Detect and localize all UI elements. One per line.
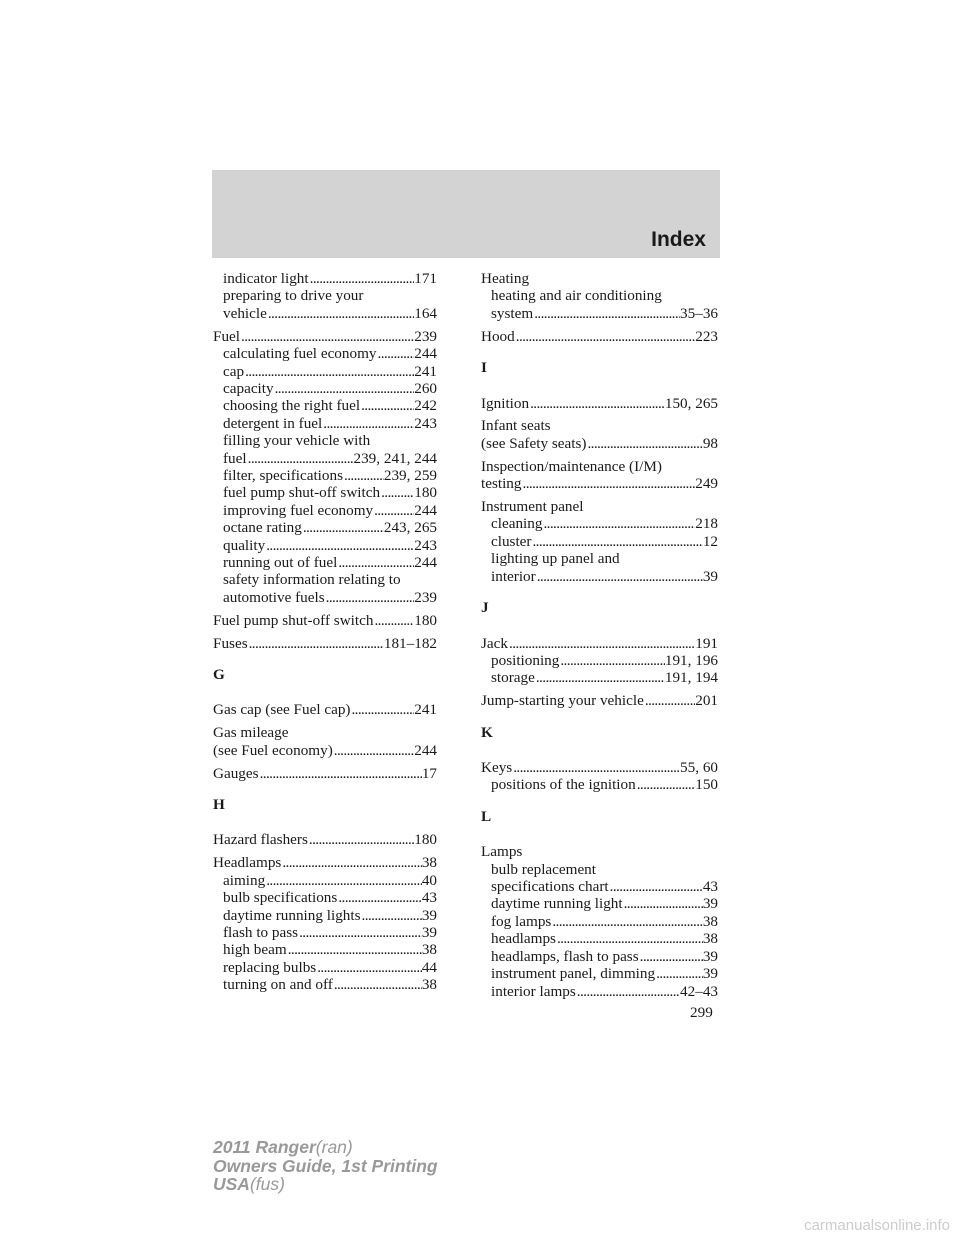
page-reference: 239	[414, 588, 437, 606]
page-reference: 191, 196	[664, 651, 718, 669]
entry-label: aiming	[223, 871, 266, 889]
index-subentry	[213, 976, 437, 993]
entry-label: detergent in fuel	[223, 414, 323, 432]
index-subentry	[213, 345, 437, 362]
entry-label: replacing bulbs	[223, 958, 317, 976]
entry-label: Fuel	[213, 327, 241, 345]
index-main-entry	[213, 724, 437, 741]
index-subentry	[213, 270, 437, 287]
page-reference: 244	[414, 345, 437, 363]
index-main-entry	[213, 854, 437, 871]
page-reference: 180	[414, 484, 437, 502]
entry-label: cap	[223, 362, 245, 380]
index-subentry	[213, 889, 437, 906]
index-letter-heading: L	[481, 807, 492, 825]
entry-label: Gas mileage	[213, 724, 289, 742]
index-subentry	[481, 652, 718, 669]
dot-leader	[556, 930, 703, 947]
page-reference: 191	[695, 634, 718, 652]
entry-label: quality	[223, 536, 266, 554]
entry-label: Hazard flashers	[213, 831, 308, 849]
index-entry	[481, 458, 718, 493]
page-reference: 218	[695, 515, 718, 533]
index-entry	[213, 328, 437, 607]
index-subentry	[213, 537, 437, 554]
dot-leader	[322, 415, 414, 432]
index-main-entry	[481, 759, 718, 776]
dot-leader	[281, 854, 421, 871]
index-subentry	[213, 589, 437, 606]
index-subentry	[213, 502, 437, 519]
dot-leader	[551, 913, 702, 930]
index-entry	[481, 692, 718, 709]
dot-leader	[536, 568, 703, 585]
index-entry	[213, 765, 437, 782]
dot-leader	[337, 554, 414, 571]
entry-label: octane rating	[223, 519, 302, 537]
dot-leader	[373, 502, 414, 519]
index-subentry	[213, 397, 437, 414]
entry-label: Headlamps	[213, 854, 282, 872]
entry-label: Hood	[481, 327, 515, 345]
dot-leader	[508, 635, 695, 652]
page-reference: 239	[414, 327, 437, 345]
dot-leader	[309, 270, 415, 287]
index-subentry	[213, 907, 437, 924]
dot-leader	[586, 435, 702, 452]
dot-leader	[636, 776, 696, 793]
index-subentry	[481, 776, 718, 793]
dot-leader	[240, 328, 414, 345]
index-column-left	[213, 270, 437, 999]
index-subentry	[213, 287, 437, 304]
index-subentry	[481, 965, 718, 982]
dot-leader	[576, 983, 680, 1000]
dot-leader	[531, 533, 702, 550]
page-reference: 243, 265	[383, 519, 437, 537]
page-number: 299	[690, 1004, 713, 1021]
dot-leader	[559, 652, 664, 669]
dot-leader	[333, 742, 414, 759]
index-subentry	[213, 519, 437, 536]
dot-leader	[350, 701, 414, 718]
page-reference: 171	[414, 270, 437, 287]
page-reference: 180	[414, 831, 437, 849]
index-main-entry	[213, 701, 437, 718]
index-entry	[481, 843, 718, 1000]
dot-leader	[287, 941, 422, 958]
entry-label: Ignition	[481, 394, 530, 412]
index-letter-heading: J	[481, 599, 489, 617]
index-subentry	[213, 467, 437, 484]
entry-label: fuel	[223, 449, 247, 467]
index-letter-heading: G	[213, 666, 225, 684]
page-reference: 241	[414, 701, 437, 719]
entry-label: Inspection/maintenance (I/M)	[481, 457, 662, 475]
index-subentry	[481, 550, 718, 567]
dot-leader	[535, 669, 665, 686]
page-reference: 35–36	[680, 304, 718, 322]
page-reference: 223	[695, 327, 718, 345]
index-subentry	[213, 450, 437, 467]
entry-label: Jack	[481, 634, 508, 652]
entry-label: fog lamps	[491, 912, 552, 930]
index-letter-heading: K	[481, 723, 493, 741]
index-subentry	[213, 415, 437, 432]
watermark-link[interactable]: carmanualsonline.info	[804, 1217, 950, 1234]
entry-label: specifications chart	[491, 878, 609, 896]
footer-market: USA	[213, 1174, 250, 1194]
page-reference: 201	[695, 692, 718, 710]
page-reference: 243	[414, 414, 437, 432]
entry-label: cluster	[491, 532, 532, 550]
entry-label: Fuel pump shut-off switch	[213, 611, 374, 629]
page-reference: 98	[702, 434, 718, 452]
index-entry	[213, 831, 437, 848]
entry-label: Instrument panel	[481, 498, 584, 516]
page-reference: 180	[414, 611, 437, 629]
index-subentry	[213, 872, 437, 889]
footer-edition: Owners Guide, 1st Printing	[213, 1155, 438, 1176]
entry-label: heating and air conditioning	[491, 287, 662, 305]
entry-label: cleaning	[491, 515, 543, 533]
page-reference: 39	[702, 567, 718, 585]
page-reference: 38	[421, 941, 437, 959]
index-entry	[481, 759, 718, 794]
index-entry	[213, 635, 437, 652]
page-reference: 244	[414, 501, 437, 519]
page-reference: 181–182	[383, 634, 437, 652]
page-reference: 17	[421, 764, 437, 782]
index-subentry	[481, 287, 718, 304]
page-reference: 150	[695, 776, 718, 794]
dot-leader	[337, 889, 422, 906]
page-reference: 239, 241, 244	[353, 449, 437, 467]
page-reference: 43	[421, 889, 437, 907]
index-subentry	[481, 930, 718, 947]
index-column-right	[481, 270, 718, 1005]
entry-label: turning on and off	[223, 976, 333, 994]
index-letter-heading: H	[213, 796, 225, 814]
index-entry	[213, 270, 437, 322]
entry-label: (see Safety seats)	[481, 434, 587, 452]
entry-label: calculating fuel economy	[223, 345, 377, 363]
index-subentry	[213, 554, 437, 571]
page-reference: 39	[702, 965, 718, 983]
page-reference: 39	[421, 924, 437, 941]
index-entry	[213, 612, 437, 629]
index-main-entry	[481, 395, 718, 412]
dot-leader	[302, 519, 384, 536]
page-reference: 244	[414, 741, 437, 759]
entry-label: interior	[491, 567, 536, 585]
page-reference: 164	[414, 304, 437, 322]
entry-label: daytime running light	[491, 895, 623, 913]
entry-label: high beam	[223, 941, 287, 959]
page-reference: 55, 60	[680, 759, 718, 777]
page-reference: 241	[414, 362, 437, 380]
entry-label: headlamps	[491, 930, 556, 948]
index-subentry	[481, 305, 718, 322]
index-main-entry	[481, 475, 718, 492]
index-subentry	[481, 913, 718, 930]
entry-label: interior lamps	[491, 982, 576, 1000]
index-main-entry	[481, 843, 718, 860]
entry-label: vehicle	[223, 304, 267, 322]
index-subentry	[213, 941, 437, 958]
header-band	[212, 170, 720, 258]
index-subentry	[481, 533, 718, 550]
entry-label: Fuses	[213, 634, 248, 652]
index-entry	[213, 724, 437, 759]
entry-label: testing	[481, 475, 522, 493]
index-subentry	[481, 878, 718, 895]
entry-label: flash to pass	[223, 924, 299, 941]
dot-leader	[529, 395, 665, 412]
entry-label: choosing the right fuel	[223, 397, 361, 415]
dot-leader	[515, 328, 695, 345]
dot-leader	[343, 467, 384, 484]
page-reference: 243	[414, 536, 437, 554]
page-reference: 38	[421, 976, 437, 994]
page-reference: 38	[702, 930, 718, 948]
index-subentry	[213, 484, 437, 501]
footer-printing-info	[213, 1138, 438, 1194]
dot-leader	[247, 450, 354, 467]
index-entry	[481, 635, 718, 687]
index-entry	[481, 395, 718, 412]
dot-leader	[639, 948, 703, 965]
index-main-entry	[481, 435, 718, 452]
index-subentry	[213, 363, 437, 380]
entry-label: Heating	[481, 270, 530, 287]
entry-label: bulb replacement	[491, 860, 596, 878]
footer-model-code: (ran)	[315, 1137, 353, 1157]
index-main-entry	[213, 742, 437, 759]
index-main-entry	[213, 635, 437, 652]
entry-label: headlamps, flash to pass	[491, 947, 639, 965]
entry-label: automotive fuels	[223, 588, 325, 606]
page-reference: 249	[695, 475, 718, 493]
entry-label: preparing to drive your	[223, 287, 364, 305]
index-main-entry	[481, 498, 718, 515]
page-reference: 43	[702, 878, 718, 896]
index-subentry	[213, 305, 437, 322]
dot-leader	[265, 537, 414, 554]
index-main-entry	[481, 270, 718, 287]
index-main-entry	[213, 765, 437, 782]
dot-leader	[373, 612, 414, 629]
entry-label: indicator light	[223, 270, 309, 287]
entry-label: bulb specifications	[223, 889, 338, 907]
entry-label: filter, specifications	[223, 466, 344, 484]
entry-label: fuel pump shut-off switch	[223, 484, 381, 502]
index-main-entry	[213, 328, 437, 345]
page-reference: 39	[702, 895, 718, 913]
entry-label: lighting up panel and	[491, 550, 620, 568]
dot-leader	[380, 484, 414, 501]
index-main-entry	[481, 417, 718, 434]
index-main-entry	[213, 612, 437, 629]
page-reference: 244	[414, 554, 437, 571]
entry-label: storage	[491, 669, 535, 687]
dot-leader	[644, 692, 695, 709]
index-subentry	[213, 432, 437, 449]
dot-leader	[542, 515, 695, 532]
index-entry	[481, 328, 718, 345]
entry-label: safety information relating to	[223, 571, 401, 589]
page-reference: 44	[421, 958, 437, 976]
dot-leader	[265, 872, 422, 889]
index-subentry	[481, 861, 718, 878]
index-subentry	[213, 571, 437, 588]
index-subentry	[481, 895, 718, 912]
dot-leader	[361, 907, 422, 924]
entry-label: Keys	[481, 759, 513, 777]
entry-label: daytime running lights	[223, 906, 361, 924]
entry-label: Infant seats	[481, 417, 551, 435]
dot-leader	[298, 924, 422, 941]
index-main-entry	[481, 692, 718, 709]
entry-label: positioning	[491, 651, 560, 669]
index-main-entry	[213, 831, 437, 848]
entry-label: (see Fuel economy)	[213, 741, 333, 759]
index-entry	[213, 854, 437, 993]
dot-leader	[377, 345, 415, 362]
dot-leader	[623, 895, 703, 912]
section-title: Index	[651, 228, 706, 251]
page-reference: 40	[421, 871, 437, 889]
entry-label: improving fuel economy	[223, 501, 374, 519]
index-main-entry	[481, 458, 718, 475]
dot-leader	[316, 959, 422, 976]
entry-label: Lamps	[481, 843, 523, 861]
index-subentry	[213, 924, 437, 941]
entry-label: system	[491, 304, 534, 322]
index-main-entry	[481, 328, 718, 345]
dot-leader	[308, 831, 414, 848]
page-reference: 39	[421, 906, 437, 924]
page-reference: 242	[414, 397, 437, 415]
dot-leader	[244, 363, 414, 380]
index-subentry	[213, 380, 437, 397]
index-subentry	[481, 983, 718, 1000]
dot-leader	[274, 380, 415, 397]
index-main-entry	[481, 635, 718, 652]
page-reference: 12	[702, 532, 718, 550]
index-subentry	[213, 959, 437, 976]
index-subentry	[481, 669, 718, 686]
dot-leader	[248, 635, 384, 652]
page-reference: 38	[421, 854, 437, 872]
entry-label: Gauges	[213, 764, 259, 782]
page-reference: 239, 259	[383, 466, 437, 484]
dot-leader	[655, 965, 703, 982]
dot-leader	[325, 589, 415, 606]
page-reference: 191, 194	[664, 669, 718, 687]
page-reference: 260	[414, 379, 437, 397]
dot-leader	[512, 759, 680, 776]
index-subentry	[481, 515, 718, 532]
entry-label: filling your vehicle with	[223, 432, 371, 450]
dot-leader	[267, 305, 414, 322]
index-letter-heading: I	[481, 359, 487, 377]
index-entry	[481, 270, 718, 322]
index-entry	[481, 417, 718, 452]
index-entry	[481, 498, 718, 585]
page-reference: 39	[702, 947, 718, 965]
dot-leader	[522, 475, 696, 492]
entry-label: positions of the ignition	[491, 776, 636, 794]
dot-leader	[609, 878, 703, 895]
entry-label: running out of fuel	[223, 554, 338, 571]
page-reference: 150, 265	[664, 394, 718, 412]
dot-leader	[360, 397, 414, 414]
entry-label: capacity	[223, 379, 274, 397]
dot-leader	[533, 305, 680, 322]
page-reference: 38	[702, 912, 718, 930]
index-entry	[213, 701, 437, 718]
entry-label: Gas cap (see Fuel cap)	[213, 701, 351, 719]
index-subentry	[481, 568, 718, 585]
entry-label: instrument panel, dimming	[491, 965, 656, 983]
footer-model: 2011 Ranger	[213, 1137, 316, 1157]
index-subentry	[481, 948, 718, 965]
page-reference: 42–43	[680, 982, 718, 1000]
entry-label: Jump-starting your vehicle	[481, 692, 644, 710]
footer-market-code: (fus)	[249, 1174, 285, 1194]
dot-leader	[333, 976, 422, 993]
dot-leader	[259, 765, 422, 782]
